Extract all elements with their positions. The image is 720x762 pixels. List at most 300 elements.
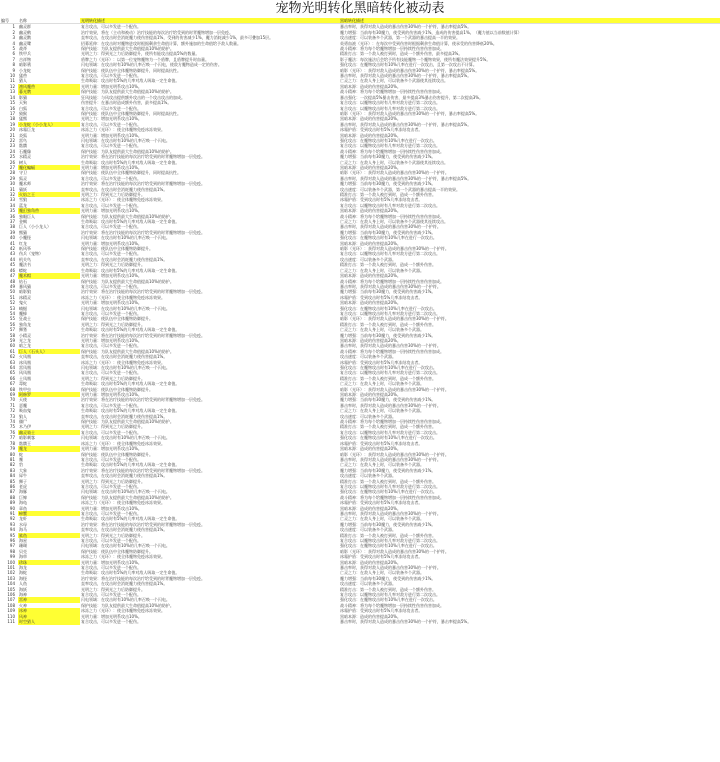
row-index: 89 <box>9 500 15 506</box>
row-index: 94 <box>9 527 15 533</box>
row-index: 81 <box>9 456 15 462</box>
row-index: 38 <box>9 224 15 230</box>
row-index: 98 <box>9 548 15 554</box>
row-name: 雷鸟 <box>19 137 27 143</box>
row-index: 7 <box>12 56 15 62</box>
row-index: 47 <box>9 273 15 279</box>
row-name: 海妖 <box>19 586 27 592</box>
row-name: 熊猫 <box>19 229 27 235</box>
row-light-desc: 生命吸取：攻击时有5%的几率对敌人吸取一定生命值。 <box>81 267 180 273</box>
row-index: 5 <box>12 46 15 52</box>
row-light-desc: 复合攻击，可以多发进一个配伤。 <box>81 592 141 598</box>
row-light-desc: 复合攻击，可以多发进一个配伤。 <box>81 310 141 316</box>
row-light-desc: 复合攻击，可以多发进一个配伤。 <box>81 343 141 349</box>
row-name: 铁甲虫 <box>19 386 31 392</box>
row-index: 61 <box>9 348 15 354</box>
row-name: 猿猴 <box>19 110 27 116</box>
row-dark-desc: 精准打击：第一个敌人被打到时，造成一个额外伤害，最多提高3%。 <box>340 51 463 57</box>
row-dark-desc: 暗影（光环）：获得对敌人造成的暴击伤害30%的一个护符。 <box>340 170 449 176</box>
row-light-desc: 保护技能：使队伍中全体魔物防御提升，同时提高抗性。 <box>81 67 181 73</box>
row-light-desc: 光明力量：增加光明系攻击10%。 <box>81 164 142 170</box>
row-dark-desc: 黑暗本源：造成的伤害提高20%。 <box>340 83 401 89</box>
row-light-desc: 冰冻之力（光环）：使全体魔物免疫冰冻效果。 <box>81 608 165 614</box>
row-light-desc: 光明之力：得到光之力后防御提升。 <box>81 532 145 538</box>
row-index: 21 <box>9 132 15 138</box>
row-dark-desc: 强化攻击：在魔物攻击时有10%几率在进行一次攻击。 <box>340 137 437 143</box>
row-dark-desc: 魔力增强：当前每有30魔力，使受到的伤害减少1%。 <box>340 229 436 235</box>
row-dark-desc: 黑暗本源：造成的伤害提高20%。 <box>340 300 401 306</box>
table-row <box>0 619 720 624</box>
row-dark-desc: 冰霜护盾：受到攻击时有5%几率冻结攻击者。 <box>340 294 423 300</box>
row-index: 9 <box>12 67 15 73</box>
row-index: 92 <box>9 516 15 522</box>
row-name: 木乃伊 <box>19 424 31 430</box>
row-light-desc: 保护技能：为队友提供最大生命值提高10%的防护。 <box>81 46 174 52</box>
row-index: 17 <box>9 110 15 116</box>
row-dark-desc: 暴击率时，获得对敌人造成的暴击伤害30%的一个护符，暴击率提高5%。 <box>340 175 472 181</box>
row-dark-desc: 攻击速度：可以装备多个武器。 <box>340 527 396 533</box>
row-light-desc: 光明力量：增加光明系攻击10%。 <box>81 505 142 511</box>
row-light-desc: 闪电领域：在攻击时有10%的几率召唤一个闪电。 <box>81 137 170 143</box>
row-light-desc: 光明力量：增加光明系攻击10%。 <box>81 273 142 279</box>
row-name: 魔龙 <box>18 446 80 451</box>
row-light-desc: 冰冻之力（光环）：使全体魔物免疫冰冻效果。 <box>81 359 165 365</box>
row-light-desc: 光明力量：增加光明系攻击10%。 <box>81 240 142 246</box>
row-light-desc: 直率攻击，在攻击时会消耗魔力使伤害提高1%。 <box>81 413 168 419</box>
row-index: 43 <box>9 251 15 257</box>
row-name: 暴风猫 <box>19 283 31 289</box>
row-dark-desc: 亡灵之力：在敌人身上时，可以装备多个武器。 <box>340 381 424 387</box>
row-index: 91 <box>9 510 15 516</box>
row-index: 74 <box>9 419 15 425</box>
row-dark-desc: 影子魔法：每次施法后会给予所有技能魔物一个魔物效果，使所有魔法效果提升5%。 <box>340 56 491 62</box>
row-dark-desc: 亡灵之力：在敌人身上时，可以装备多个武器。 <box>340 570 424 576</box>
row-name: 火凤凰 <box>19 354 31 360</box>
row-light-desc: 治疗效果：将在治疗技能的每次治疗给受到的时背魔物增加一层免疫。 <box>81 397 205 403</box>
row-light-desc: 复合攻击，可以多发进一个配伤。 <box>81 370 141 376</box>
row-light-desc: 光明力量：增加光明系攻击10%。 <box>81 300 142 306</box>
row-name: 雷凤凰 <box>19 365 31 370</box>
row-index: 95 <box>9 532 15 538</box>
row-name: 吉祥物 <box>19 56 31 62</box>
row-light-desc: 治疗效果：将在治疗技能的每次治疗给受到的时背魔物增加一层免疫。 <box>81 467 205 473</box>
header-name: 名称 <box>18 18 80 24</box>
row-name: 海马 <box>19 527 27 533</box>
row-dark-desc: 冰霜护盾：受到攻击时有5%几率冻结攻击者。 <box>340 554 423 560</box>
row-name: 雪狼 <box>19 197 27 203</box>
row-dark-desc: 黑暗本源：造成的伤害提高20%。 <box>340 116 401 122</box>
row-light-desc: 光明之力：得到光之力后防御提升。 <box>81 262 145 268</box>
row-light-desc: 光明之力：得到光之力后防御提升。 <box>81 586 145 592</box>
row-name: 水母 <box>19 521 27 527</box>
row-index: 22 <box>9 137 15 143</box>
row-name: 小龙蛇（小小龙人） <box>18 122 80 127</box>
row-name: 雷神 <box>18 597 80 602</box>
row-index: 28 <box>9 170 15 176</box>
row-name: 阿修罗 <box>18 392 80 397</box>
row-index: 8 <box>12 62 15 68</box>
row-dark-desc: 黑暗本源：造成的伤害提高20%。 <box>340 273 401 279</box>
row-dark-desc: 黑暗本源：造成的伤害提高20%。 <box>340 559 401 565</box>
row-dark-desc: 战斗精神：将为每个给魔物增加一层持续性伤害伤害加成。 <box>340 278 444 284</box>
row-dark-desc: 战斗精神：将为每个给魔物增加一层持续性伤害伤害加成。 <box>340 213 444 219</box>
row-light-desc: 复合攻击，可以多发进一个配伤。 <box>81 456 141 462</box>
row-name: 螃蟹 <box>18 511 80 516</box>
row-index: 11 <box>9 78 15 84</box>
row-light-desc: 复合攻击，可以多发进一个配伤。 <box>81 538 141 543</box>
row-index: 53 <box>9 305 15 311</box>
row-name: 恶魔 <box>19 402 27 408</box>
row-light-desc: 保护技能：为队友提供最大生命值提高10%的防护。 <box>81 278 174 284</box>
row-name: 纸风筝 <box>19 246 31 252</box>
row-light-desc: 治疗效果：将在治疗技能的每次治疗给受到的时背魔物增加一层免疫。 <box>81 332 205 338</box>
row-name: 白狐 <box>19 105 27 111</box>
row-dark-desc: 战斗精神：将为每个给魔物增加一层持续性伤害伤害加成。 <box>340 46 444 52</box>
row-name: 幽灵骑士 <box>18 430 80 435</box>
row-light-desc: 保护技能：使队伍中全体魔物防御提升，同时提高抗性。 <box>81 170 181 176</box>
row-dark-desc: 黑暗本源：造成的伤害提高20%。 <box>340 132 401 138</box>
row-name: 魔术师 <box>19 181 31 187</box>
row-dark-desc: 黑暗本源：造成的伤害提高20%。 <box>340 613 401 619</box>
row-index: 88 <box>9 494 15 500</box>
row-name: 铁甲兵 <box>19 51 31 57</box>
row-light-desc: 冰冻之力（光环）：使全体魔物免疫冰冻效果。 <box>81 500 165 506</box>
row-index: 41 <box>9 240 15 246</box>
row-index: 36 <box>9 213 15 219</box>
row-index: 105 <box>7 586 15 592</box>
row-index: 32 <box>9 192 15 197</box>
row-dark-desc: 复合攻击：以魔物攻击时有几率对敌方进行第二次攻击。 <box>340 429 440 435</box>
passive-table <box>0 18 720 625</box>
row-name: 蜻蜓 <box>19 305 27 311</box>
row-name: 暗影狼 <box>19 289 31 295</box>
row-light-desc: 保护技能：使队伍中全体魔物防御提升，同时提高抗性。 <box>81 110 181 116</box>
row-name: 老虎 <box>19 483 27 489</box>
row-light-desc: 光明之力：得到光之力后防御提升。 <box>81 321 145 327</box>
row-light-desc: 治疗效果，将在（主动和被动）治疗技能的每次治疗给受到的时背魔物增加一层免疫。 <box>81 29 233 35</box>
row-light-desc: 狂风技能：与风攻击提供额外攻击的一个攻击攻击的加成。 <box>81 94 185 100</box>
row-dark-desc: 复合攻击：以魔物攻击时有几率对敌方进行第二次攻击。 <box>340 538 440 543</box>
row-index: 24 <box>9 148 15 154</box>
row-index: 54 <box>9 310 15 316</box>
row-index: 68 <box>9 386 15 392</box>
row-dark-desc: 暗影（光环）：获得对敌人造成的暴击伤害30%的一个护符。 <box>340 548 449 554</box>
row-light-desc: 生命吸取：攻击时有5%的几率对敌人吸取一定生命值。 <box>81 327 180 333</box>
row-index: 25 <box>9 154 15 160</box>
row-index: 1 <box>12 24 15 30</box>
header-index: 编号 <box>0 18 18 24</box>
row-index: 65 <box>9 370 15 376</box>
row-index: 10 <box>9 73 15 79</box>
row-dark-desc: 暗影（光环）：获得对敌人造成的暴击伤害30%的一个护符，暴击率提高5%。 <box>340 110 480 116</box>
row-index: 56 <box>9 321 15 327</box>
row-name: 影猫 <box>19 94 27 100</box>
row-light-desc: 招募延伸：在攻击时对魔物进攻时根据剩余生命值计算，额外施加的生命值给予敌人数量。 <box>81 40 241 46</box>
header-light: 光明转化描述 <box>80 18 339 24</box>
row-dark-desc: 暴击率时，获得对敌人造成的暴击伤害30%的一个护符。 <box>340 224 441 230</box>
row-light-desc: 保护技能：使队伍中全体魔物防御提升。 <box>81 316 153 322</box>
row-dark-desc: 战斗精神：将为每个给魔物增加一层持续性伤害伤害加成。 <box>340 494 444 500</box>
row-name: 幽灵鹭 <box>19 40 31 46</box>
row-dark-desc: 暴击率时，获得对敌人造成的暴击伤害30%的一个护符。 <box>340 510 441 516</box>
row-name: 魔法书 <box>19 262 31 268</box>
row-dark-desc: 暗影（光环）：获得对敌人造成的暴击伤害30%的一个护符。 <box>340 246 449 252</box>
row-dark-desc: 亡灵之力：在敌人身上时，可以装备多个武器。 <box>340 327 424 333</box>
row-index: 106 <box>7 592 15 598</box>
row-light-desc: 保护技能：使队伍中全体魔物防御提升。 <box>81 548 153 554</box>
row-dark-desc: 战斗精神：将为每个给魔物增加一层持续性伤害伤害加成。 <box>340 348 444 354</box>
row-index: 29 <box>9 175 15 181</box>
row-light-desc: 伤害提升：在暴击时造成额外伤害，最多提高1%。 <box>81 100 172 106</box>
row-dark-desc: 攻击速度：可以装备多个武器。 <box>340 581 396 587</box>
row-index: 18 <box>9 116 15 122</box>
row-name: 珊瑚 <box>19 543 27 549</box>
row-dark-desc: 精准打击：第一个敌人被打到时，造成一个额外伤害。 <box>340 192 436 197</box>
row-name: 树人 <box>19 159 27 165</box>
row-name: 幽灵鹤 <box>19 29 31 35</box>
row-index: 79 <box>9 446 15 452</box>
row-name: 海豚 <box>19 489 27 495</box>
row-light-desc: 复合攻击，可以多发进一个配伤。 <box>81 24 141 30</box>
row-light-desc: 复合攻击，可以多发进一个配伤。 <box>81 105 141 111</box>
row-index: 42 <box>9 246 15 252</box>
row-index: 100 <box>7 559 15 565</box>
row-name: 钻石 <box>19 278 27 284</box>
row-name: 风凤凰 <box>19 370 31 376</box>
row-light-desc: 光明力量：增加光明系攻击10%。 <box>81 446 142 452</box>
row-index: 59 <box>9 337 15 343</box>
row-name: 骷髅王 <box>19 440 31 446</box>
row-light-desc: 光明力量：增加光明系攻击10%。 <box>81 559 142 565</box>
row-light-desc: 治疗效果：将在治疗技能的每次治疗给受到的时背魔物增加一层免疫。 <box>81 289 205 295</box>
row-dark-desc: 魔力增强：当前每有30魔力，使受到的伤害减少1%。 <box>340 154 436 160</box>
row-name: 狐灵 <box>19 175 27 181</box>
row-name: 石魔像 <box>19 148 31 154</box>
row-index: 12 <box>9 83 15 89</box>
row-light-desc: 光明之力：增加光明系攻击10%。 <box>81 116 142 122</box>
row-dark-desc: 暴击率时，获得对敌人造成的暴击伤害30%的一个护符。 <box>340 456 441 462</box>
row-light-desc: 保护技能：为队友提供最大生命值提高10%的防护。 <box>81 213 174 219</box>
row-index: 64 <box>9 365 15 370</box>
row-index: 31 <box>9 186 15 192</box>
row-light-desc: 光明之力：得到光之力后防御提升。 <box>81 375 145 381</box>
row-index: 40 <box>9 235 15 241</box>
row-dark-desc: 强化攻击：在魔物攻击时有10%几率在进行一次攻击。 <box>340 305 437 311</box>
row-light-desc: 光明力量：增加光明系攻击10%。 <box>81 392 142 398</box>
row-light-desc: 复合攻击，可以多发进一个配伤。 <box>81 619 141 625</box>
row-light-desc: 光明力量：增加光明系攻击10%。 <box>81 613 142 619</box>
row-dark-desc: 攻击速度：可以装备多个武器。 <box>340 413 396 419</box>
row-light-desc: 光明力量：增加光明系攻击10%。 <box>81 208 142 214</box>
row-name: 犀牛 <box>19 473 27 479</box>
row-dark-desc: 暴击率时，获得对敌人造成的暴击伤害30%的一个护符，暴击率提高5%。 <box>340 121 472 127</box>
row-index: 6 <box>12 51 15 57</box>
row-index: 99 <box>9 554 15 560</box>
row-light-desc: 闪电领域：在攻击时有10%的几率召唤一个闪电。 <box>81 543 170 549</box>
row-name: 冰凤凰 <box>19 359 31 365</box>
row-dark-desc: 强化攻击：在魔物攻击时有10%几率在进行一次攻击。 <box>340 543 437 549</box>
row-index: 83 <box>9 467 15 473</box>
row-light-desc: 直率攻击，在攻击时会消耗魔力使伤害提高1%。 <box>81 581 168 587</box>
row-index: 97 <box>9 543 15 549</box>
row-light-desc: 闪电领域：在攻击时有10%的几率召唤一个闪电。 <box>81 489 170 495</box>
row-name: 暗之龙 <box>19 343 31 349</box>
row-dark-desc: 魔力增强：当前每有30魔力，使受到的伤害减少1%。 <box>340 289 436 295</box>
row-index: 87 <box>9 489 15 495</box>
row-dark-desc: 攻击速度：可以装备多个武器。 <box>340 256 396 262</box>
row-name: 狮鹫 <box>19 327 27 333</box>
row-name: 红龙 <box>19 240 27 246</box>
row-light-desc: 生命吸取：攻击时有5%的几率对敌人吸取一定生命值。 <box>81 159 180 165</box>
row-dark-desc: 暴击率时，获得对敌人造成的暴击伤害30%的一个护符。 <box>340 402 441 408</box>
row-dark-desc: 复合攻击：以魔物攻击时有几率对敌方进行第二次攻击。 <box>340 100 440 106</box>
row-index: 34 <box>9 202 15 208</box>
row-name: 猫妖 <box>19 186 27 192</box>
row-name: 狂战士 <box>19 316 31 322</box>
row-name: 猛熊 <box>19 116 27 122</box>
row-name: 蛇 <box>19 451 23 457</box>
row-dark-desc: 精准打击：第一个敌人被打到时，造成一个额外伤害。 <box>340 586 436 592</box>
row-name: 鲨鱼 <box>18 533 80 538</box>
row-index: 57 <box>9 327 15 333</box>
row-name: 海龙 <box>19 565 27 571</box>
row-name: 战斧 <box>19 46 27 52</box>
row-name: 海草 <box>19 554 27 560</box>
row-light-desc: 直率攻击，在攻击时会消耗魔力使伤害提高1%。 <box>81 256 168 262</box>
row-name: 光之龙 <box>19 337 31 343</box>
row-index: 44 <box>9 256 15 262</box>
row-dark-desc: 魔力增强：当前每有30魔力，使受到的伤害减少1%。 <box>340 181 436 187</box>
row-light-desc: 冰冻之力（光环）：使全体魔物免疫冰冻效果。 <box>81 554 165 560</box>
row-index: 4 <box>12 40 15 46</box>
row-name: 蓝龙 <box>19 202 27 208</box>
row-index: 93 <box>9 521 15 527</box>
row-light-desc: 复合攻击，可以多发进一个配伤。 <box>81 224 141 230</box>
row-name: 魔幻独角兽 <box>18 208 80 213</box>
row-light-desc: 光明力量：增加光明系攻击10%。 <box>81 337 142 343</box>
row-name: 暗影刺客 <box>19 435 35 441</box>
row-dark-desc: 战斗精神：将为每个给魔物增加一层持续性伤害伤害加成。 <box>340 419 444 425</box>
row-name: 章鱼 <box>19 505 27 511</box>
row-dark-desc: 暴击率时，获得对敌人造成的暴击伤害30%的一个护符。 <box>340 343 441 349</box>
row-name: 吸血鬼 <box>19 408 31 414</box>
row-dark-desc: 复合攻击：以魔物攻击时有几率对敌方进行第二次攻击。 <box>340 251 440 257</box>
row-name: 时空猎人 <box>18 619 80 624</box>
row-dark-desc: 暴击率时，获得对敌人造成的暴击伤害30%的一个护符，暴击率提高5%。 <box>340 24 472 30</box>
row-light-desc: 保护技能：为队友提供最大生命值提高10%的防护。 <box>81 494 174 500</box>
row-index: 45 <box>9 262 15 268</box>
row-name: 狼人 <box>19 413 27 419</box>
row-index: 19 <box>9 121 15 127</box>
row-index: 16 <box>9 105 15 111</box>
row-dark-desc: 亡灵之力：在敌人身上时，可以装备多个武器使其连续攻击。 <box>340 78 448 84</box>
row-name: 独眼巨人 <box>19 213 35 219</box>
row-light-desc: 光明之力：得到光之力后防御提升。 <box>81 478 145 484</box>
row-dark-desc: 亡灵之力：在敌人身上时，可以装备多个武器使其连续攻击。 <box>340 159 448 165</box>
row-name: 龙虾 <box>19 516 27 522</box>
row-light-desc: 盾牌之力（光环）：以第一位宠物魔物为一个盾牌，且盾牌提升时血量。 <box>81 56 209 62</box>
row-light-desc: 治疗效果：将在治疗技能的每次治疗给受到的时背魔物增加一层免疫。 <box>81 154 205 160</box>
row-light-desc: 治疗效果：将在治疗技能的每次治疗给受到的时背魔物增加一层免疫。 <box>81 521 205 527</box>
row-index: 49 <box>9 283 15 289</box>
row-light-desc: 保护技能：为队友提供最大生命值提高10%的防护。 <box>81 602 174 608</box>
row-index: 86 <box>9 483 15 489</box>
row-index: 52 <box>9 300 15 306</box>
row-name: 火神 <box>19 602 27 608</box>
row-name: 守卫 <box>19 170 27 176</box>
row-index: 102 <box>7 570 15 576</box>
row-light-desc: 闪电领域：在攻击时有10%的几率召唤一个闪电，使敌方魔物造成一定的伤害。 <box>81 62 222 68</box>
row-name: 水精灵 <box>19 154 31 160</box>
row-light-desc: 复合攻击，可以多发进一个配伤。 <box>81 283 141 289</box>
row-light-desc: 保护技能：使队伍中全体魔物防御提升。 <box>81 246 153 252</box>
row-name: 海蛇 <box>19 570 27 576</box>
row-light-desc: 复合攻击，可以多发进一个配伤。 <box>81 565 141 571</box>
row-light-desc: 治疗效果：将在治疗技能的每次治疗给受到的时背魔物增加一层免疫。 <box>81 575 205 581</box>
row-index: 90 <box>9 505 15 511</box>
row-dark-desc: 冰霜护盾：受到攻击时有5%几率冻结攻击者。 <box>340 500 423 506</box>
row-name: 小龙蛇 <box>19 67 31 73</box>
row-index: 48 <box>9 278 15 284</box>
row-light-desc: 直率攻击，在攻击时会消耗魔力使伤害提高1%，受到的伤害减少1%，魔力消耗减少1%，最多可叠加15层。 <box>81 35 274 41</box>
row-dark-desc: 强化攻击：在魔物攻击时有10%几率在进行一次攻击。 <box>340 597 437 603</box>
row-name: 鬼火 <box>19 300 27 306</box>
row-index: 46 <box>9 267 15 273</box>
row-light-desc: 复合攻击，可以多发进一个配伤。 <box>81 483 141 489</box>
row-light-desc: 保护技能：为队友提供最大生命值提高10%的防护。 <box>81 348 174 354</box>
row-index: 101 <box>7 565 15 571</box>
row-name: 风神 <box>18 614 80 619</box>
row-dark-desc: 亡灵之力：在敌人身上时，可以装备多个武器。 <box>340 408 424 414</box>
row-dark-desc: 魔力增强：当前每有30魔力，使受到的伤害减少1%。 <box>340 467 436 473</box>
row-dark-desc: 黑暗本源：造成的伤害提高20%。 <box>340 446 401 452</box>
row-dark-desc: 复合攻击：以魔物攻击时有几率对敌方进行第二次攻击。 <box>340 370 440 376</box>
row-name: 冰神 <box>18 608 80 613</box>
row-dark-desc: 攻击速度：可以装备多个武器，第一个武器的暴击提高一半的效果。 <box>340 35 460 41</box>
row-dark-desc: 精准打击：第一个敌人被打到时，造成一个额外伤害。 <box>340 478 436 484</box>
row-light-desc: 光明力量：增加光明系攻击10%。 <box>81 83 142 89</box>
row-name: 炎狐 <box>19 132 27 138</box>
row-index: 109 <box>7 608 15 614</box>
row-dark-desc: 复合攻击：以魔物攻击时有几率对敌方进行第二次攻击。 <box>340 202 440 208</box>
row-light-desc: 复合攻击，可以多发进一个配伤。 <box>81 202 141 208</box>
row-light-desc: 复合攻击，可以多发进一个配伤。 <box>81 175 141 181</box>
row-index: 71 <box>9 402 15 408</box>
row-name: 海龟 <box>19 500 27 506</box>
row-name: 海星 <box>19 538 27 543</box>
row-index: 26 <box>9 159 15 165</box>
row-name: 大象 <box>19 467 27 473</box>
row-index: 3 <box>12 35 15 41</box>
row-dark-desc: 暴击强化：一次提高5%暴击伤害，最多提高3%暴击伤害提升，第二次提高3%。 <box>340 94 484 100</box>
row-dark-desc: 精准打击：第一个敌人被打到时，造成一个额外伤害。 <box>340 375 436 381</box>
row-index: 67 <box>9 381 15 387</box>
row-name: 伤兵（宠物） <box>19 251 43 257</box>
row-dark-desc: 魔力增强：当前每有30魔力，使受到的伤害减少1%。 <box>340 521 436 527</box>
row-index: 20 <box>9 127 15 133</box>
row-index: 27 <box>9 164 15 170</box>
row-light-desc: 闪电领域：在攻击时有10%的几率召唤一个闪电。 <box>81 235 170 241</box>
row-name: 珍珠 <box>18 560 80 565</box>
row-dark-desc: 亡灵之力：在敌人身上时，可以装备多个武器。 <box>340 516 424 522</box>
row-name: 天狗 <box>19 100 27 106</box>
row-name: 暮光鹦 <box>18 89 80 94</box>
row-dark-desc: 战斗精神：将为每个给魔物增加一层持续性伤害伤害加成。 <box>340 602 444 608</box>
row-light-desc: 生命吸取：攻击时有5%的几率对敌人吸取一定生命值。 <box>81 516 180 522</box>
row-light-desc: 生命吸取：攻击时有5%的几率对敌人吸取一定生命值。 <box>81 78 180 84</box>
row-index: 103 <box>7 575 15 581</box>
row-index: 35 <box>9 208 15 214</box>
